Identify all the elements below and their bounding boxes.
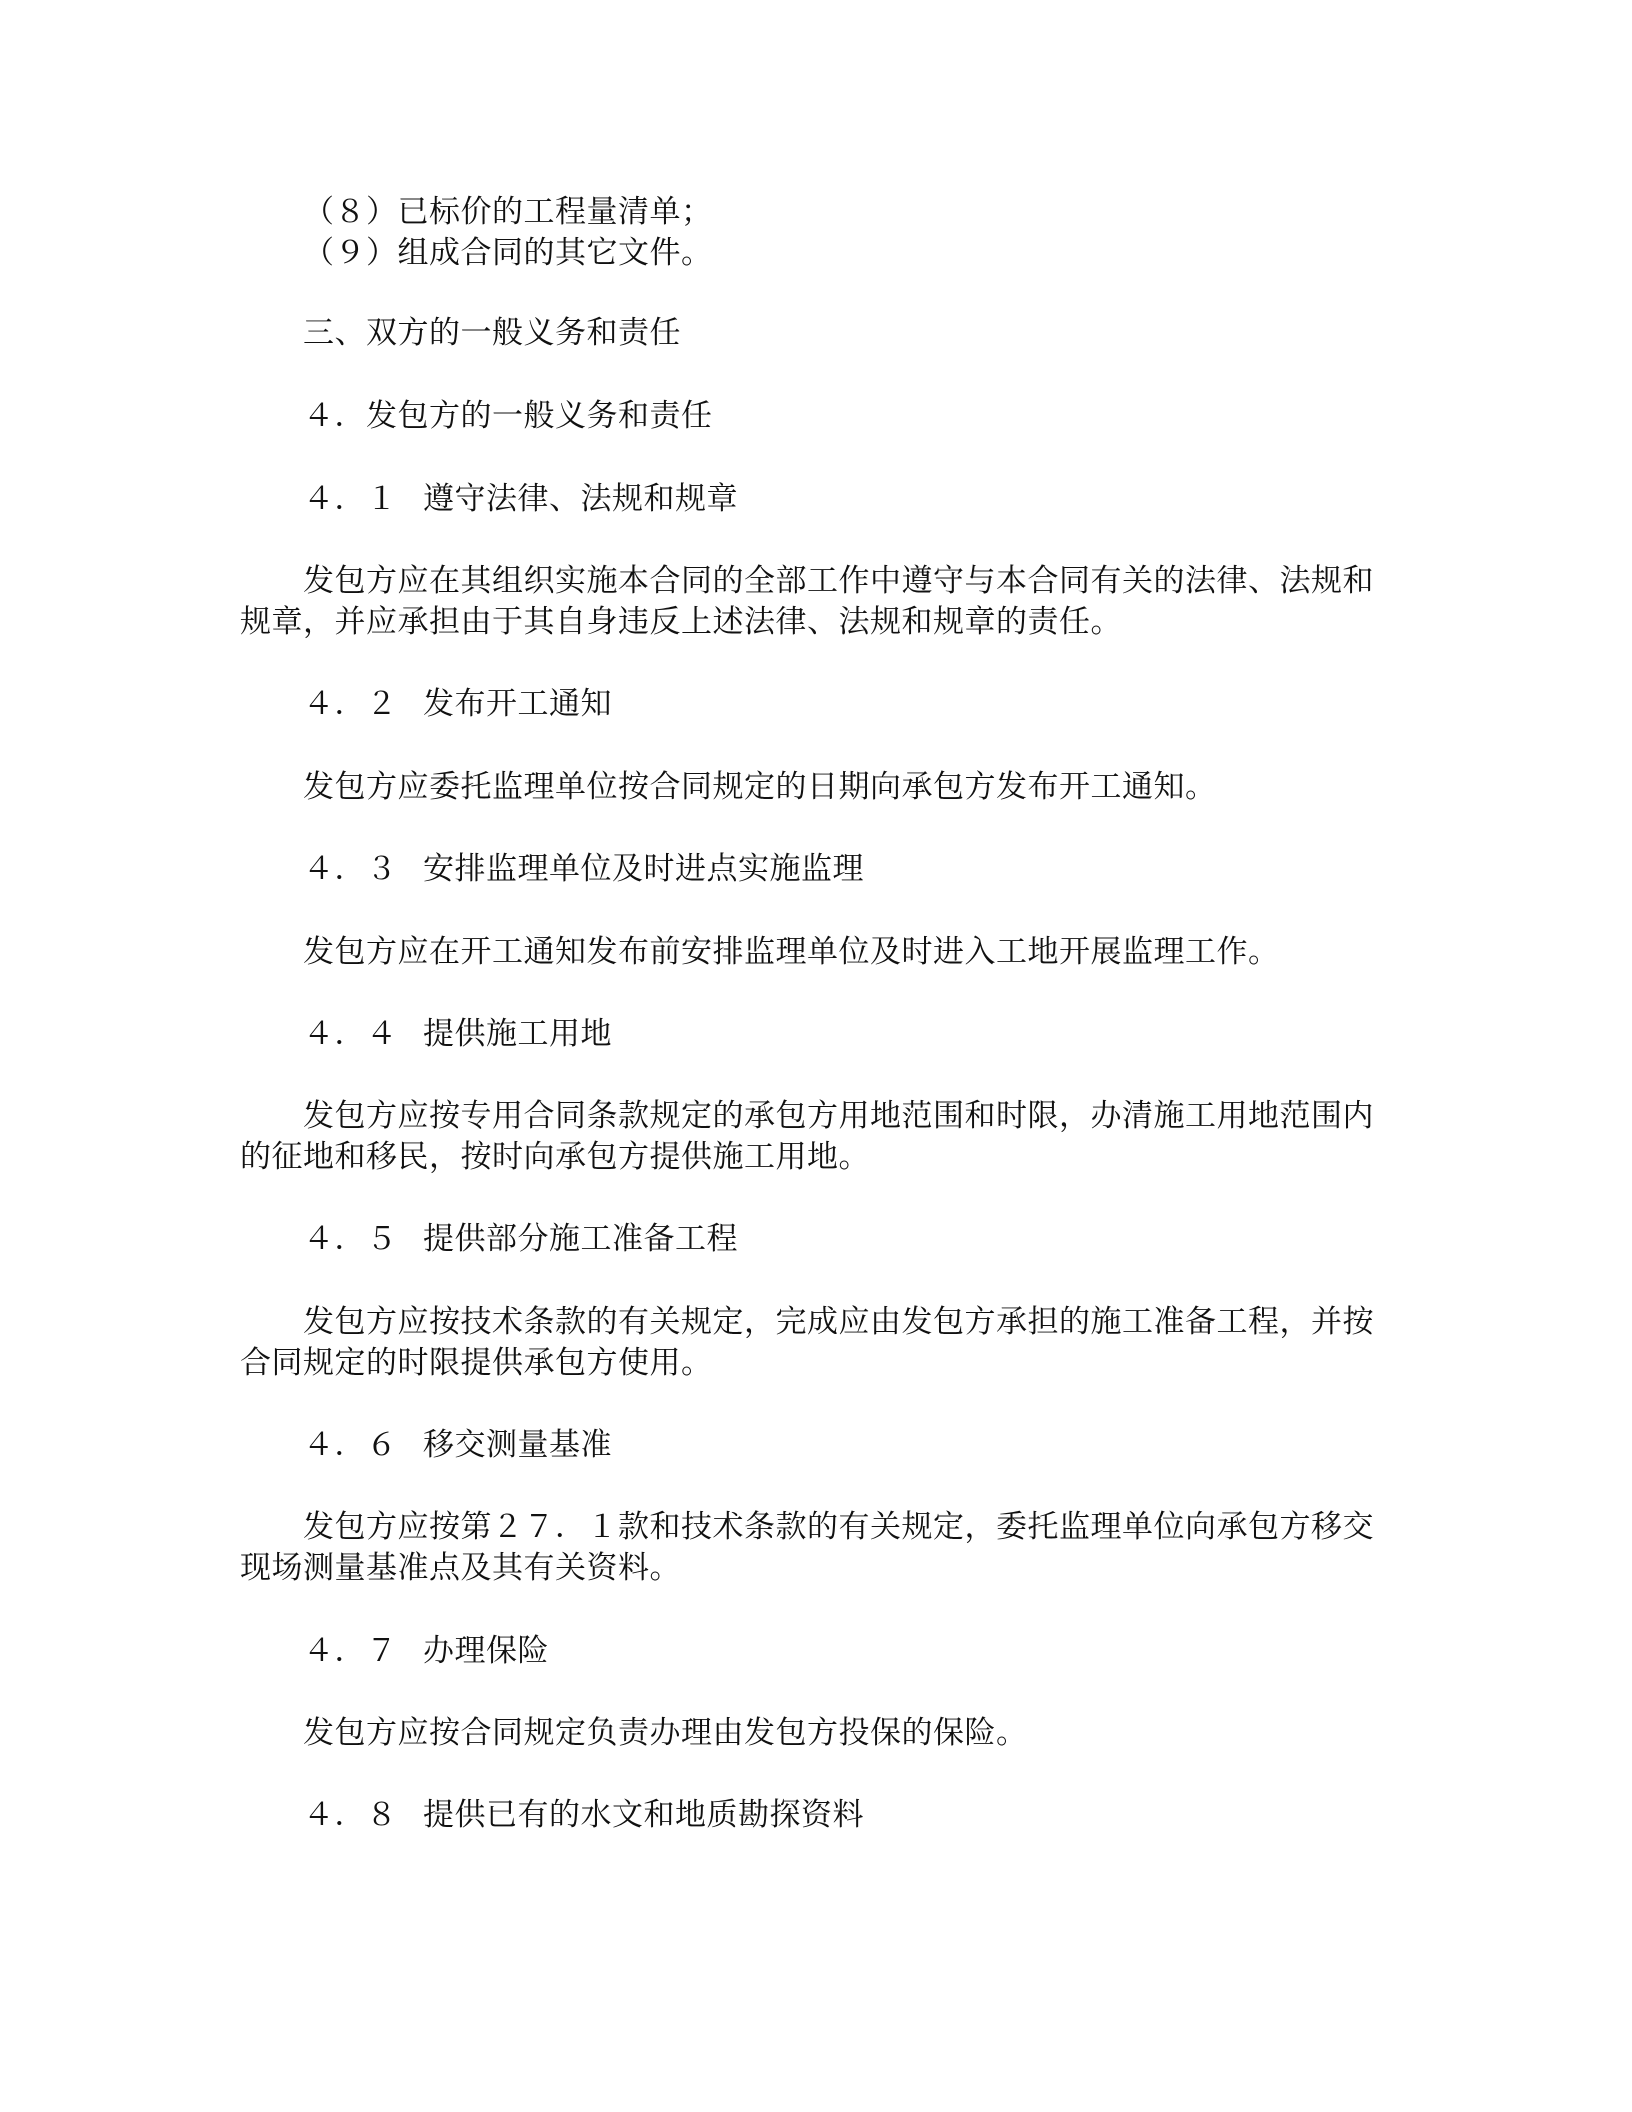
subsection-title: 遵守法律、法规和规章	[423, 481, 738, 517]
subsection-number: ４．４	[303, 1016, 398, 1052]
paragraph-line: 发包方应按合同规定负责办理由发包方投保的保险。	[303, 1715, 1028, 1751]
subsection-number: ４．１	[303, 481, 398, 517]
subsection-number: ４．２	[303, 686, 398, 722]
subsection-title: 提供已有的水文和地质勘探资料	[423, 1797, 864, 1833]
subsection-heading-4-1	[303, 478, 738, 520]
paragraph-line: 现场测量基准点及其有关资料。	[240, 1550, 681, 1586]
subsection-number: ４．３	[303, 851, 398, 887]
subsection-number: ４．７	[303, 1633, 398, 1669]
subsection-title: 提供施工用地	[423, 1016, 612, 1052]
subsection-number: ４．６	[303, 1427, 398, 1463]
paragraph-line: 合同规定的时限提供承包方使用。	[240, 1345, 713, 1381]
subsection-heading-4-2	[303, 683, 612, 725]
paragraph-line: 的征地和移民，按时向承包方提供施工用地。	[240, 1139, 870, 1175]
subsection-heading-4-8	[303, 1794, 864, 1836]
paragraph-line: 发包方应委托监理单位按合同规定的日期向承包方发布开工通知。	[303, 769, 1217, 805]
subsection-heading-4-7	[303, 1630, 549, 1672]
paragraph-line: 发包方应在开工通知发布前安排监理单位及时进入工地开展监理工作。	[303, 934, 1280, 970]
subsection-title: 安排监理单位及时进点实施监理	[423, 851, 864, 887]
subsection-heading-4-3	[303, 848, 864, 890]
subsection-number: ４．８	[303, 1797, 398, 1833]
list-item-9: （９）组成合同的其它文件。	[303, 235, 713, 271]
subsection-title: 提供部分施工准备工程	[423, 1221, 738, 1257]
chapter-heading: 三、双方的一般义务和责任	[303, 315, 681, 351]
section-heading: ４．发包方的一般义务和责任	[303, 398, 713, 434]
list-item-8: （８）已标价的工程量清单；	[303, 194, 713, 230]
paragraph-line: 发包方应按技术条款的有关规定，完成应由发包方承担的施工准备工程，并按	[303, 1304, 1374, 1340]
subsection-title: 移交测量基准	[423, 1427, 612, 1463]
subsection-heading-4-4	[303, 1013, 612, 1055]
subsection-title: 办理保险	[423, 1633, 549, 1669]
paragraph-line: 发包方应按专用合同条款规定的承包方用地范围和时限，办清施工用地范围内	[303, 1098, 1374, 1134]
paragraph-line: 发包方应在其组织实施本合同的全部工作中遵守与本合同有关的法律、法规和	[303, 563, 1374, 599]
subsection-number: ４．５	[303, 1221, 398, 1257]
subsection-title: 发布开工通知	[423, 686, 612, 722]
subsection-heading-4-5	[303, 1218, 738, 1260]
paragraph-line: 规章，并应承担由于其自身违反上述法律、法规和规章的责任。	[240, 604, 1122, 640]
paragraph-line: 发包方应按第２７．１款和技术条款的有关规定，委托监理单位向承包方移交	[303, 1509, 1374, 1545]
subsection-heading-4-6	[303, 1424, 612, 1466]
